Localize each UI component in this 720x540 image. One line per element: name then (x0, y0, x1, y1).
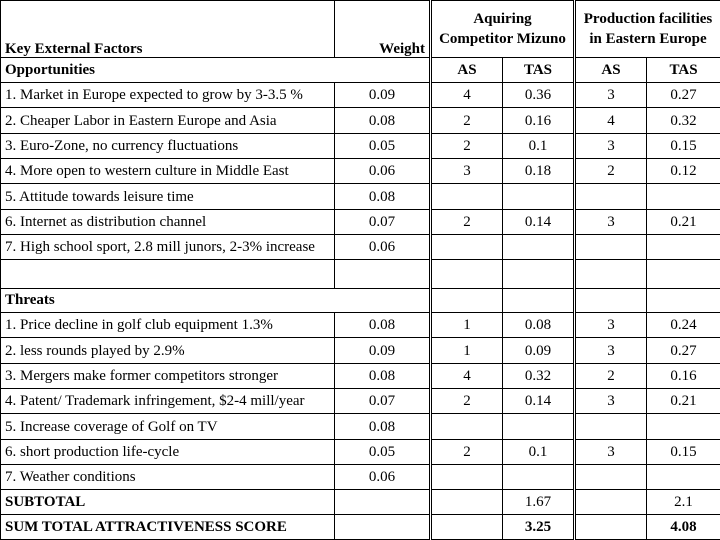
as1-cell: 4 (431, 83, 503, 108)
tas2-cell: 0.24 (647, 313, 720, 338)
as1-cell (431, 184, 503, 209)
table-row (1, 108, 720, 133)
factors-header: Key External Factors (1, 1, 335, 58)
empty-cell (647, 260, 720, 288)
as2-cell: 3 (575, 209, 647, 234)
empty-cell (431, 288, 503, 312)
tas2-cell (647, 465, 720, 490)
table-row (1, 83, 720, 108)
factor-cell: 1. Price decline in golf club equipment 1.3% (1, 313, 335, 338)
tas2-cell (647, 414, 720, 439)
tas2-cell: 0.15 (647, 133, 720, 158)
strategy1-header: Aquiring Competitor Mizuno (431, 1, 575, 58)
as2-cell: 4 (575, 108, 647, 133)
tas2-cell (647, 184, 720, 209)
threats-title: Threats (1, 288, 431, 312)
factor-cell: 5. Attitude towards leisure time (1, 184, 335, 209)
strategy2-header: Production facilities in Eastern Europe (575, 1, 720, 58)
table-row (1, 389, 720, 414)
weight-cell: 0.06 (335, 465, 431, 490)
tas1-cell: 0.14 (503, 389, 575, 414)
as1-cell (431, 465, 503, 490)
table-row (1, 338, 720, 363)
as2-cell: 3 (575, 83, 647, 108)
sumtotal-tas2: 4.08 (647, 514, 720, 539)
tas1-cell: 0.14 (503, 209, 575, 234)
as1-cell: 2 (431, 439, 503, 464)
tas2-cell (647, 235, 720, 260)
empty-cell (335, 260, 431, 288)
weight-cell: 0.07 (335, 209, 431, 234)
factor-cell: 6. Internet as distribution channel (1, 209, 335, 234)
tas1-cell: 0.1 (503, 439, 575, 464)
subtotal-label: SUBTOTAL (1, 490, 335, 514)
as1-cell: 1 (431, 338, 503, 363)
empty-cell (575, 514, 647, 539)
table-row (1, 184, 720, 209)
as1-cell (431, 235, 503, 260)
tas2-cell: 0.21 (647, 389, 720, 414)
tas1-cell (503, 184, 575, 209)
tas1-cell (503, 235, 575, 260)
weight-cell: 0.05 (335, 133, 431, 158)
as2-cell: 3 (575, 389, 647, 414)
as2-cell (575, 235, 647, 260)
tas2-cell: 0.16 (647, 363, 720, 388)
tas1-cell: 0.09 (503, 338, 575, 363)
as2-cell (575, 184, 647, 209)
table-row (1, 414, 720, 439)
sumtotal-row (1, 514, 720, 539)
factor-cell: 7. Weather conditions (1, 465, 335, 490)
factor-cell: 3. Mergers make former competitors stronger (1, 363, 335, 388)
weight-cell: 0.05 (335, 439, 431, 464)
weight-header: Weight (335, 1, 431, 58)
as1-cell: 2 (431, 133, 503, 158)
tas1-cell: 0.08 (503, 313, 575, 338)
as2-cell: 3 (575, 133, 647, 158)
tas1-cell (503, 465, 575, 490)
header-row (1, 1, 720, 58)
empty-cell (335, 514, 431, 539)
table-row (1, 159, 720, 184)
weight-cell: 0.08 (335, 313, 431, 338)
spacer-row (1, 260, 720, 288)
empty-cell (503, 288, 575, 312)
as2-cell (575, 414, 647, 439)
as2-cell: 3 (575, 439, 647, 464)
factor-cell: 1. Market in Europe expected to grow by 3-3.5 % (1, 83, 335, 108)
tas1-cell: 0.32 (503, 363, 575, 388)
tas2-cell: 0.27 (647, 83, 720, 108)
subtotal-tas1: 1.67 (503, 490, 575, 514)
as2-cell (575, 465, 647, 490)
as1-cell: 2 (431, 209, 503, 234)
as1-cell (431, 414, 503, 439)
table-row (1, 465, 720, 490)
weight-cell: 0.06 (335, 159, 431, 184)
opportunities-header-row (1, 57, 720, 82)
factor-cell: 6. short production life-cycle (1, 439, 335, 464)
factor-cell: 3. Euro-Zone, no currency fluctuations (1, 133, 335, 158)
weight-cell: 0.08 (335, 184, 431, 209)
factor-cell: 7. High school sport, 2.8 mill junors, 2-3% increase (1, 235, 335, 260)
as2-cell: 2 (575, 363, 647, 388)
table-row (1, 313, 720, 338)
factor-cell: 4. More open to western culture in Middle East (1, 159, 335, 184)
weight-cell: 0.07 (335, 389, 431, 414)
empty-cell (575, 490, 647, 514)
tas2-header: TAS (647, 57, 720, 82)
tas2-cell: 0.32 (647, 108, 720, 133)
empty-cell (335, 490, 431, 514)
as2-cell: 3 (575, 338, 647, 363)
factor-cell: 5. Increase coverage of Golf on TV (1, 414, 335, 439)
table-row (1, 363, 720, 388)
tas2-cell: 0.15 (647, 439, 720, 464)
tas1-header: TAS (503, 57, 575, 82)
opportunities-title: Opportunities (1, 57, 431, 82)
empty-cell (575, 260, 647, 288)
empty-cell (431, 514, 503, 539)
table-row (1, 235, 720, 260)
as1-cell: 2 (431, 389, 503, 414)
as2-cell: 2 (575, 159, 647, 184)
as1-header: AS (431, 57, 503, 82)
tas1-cell (503, 414, 575, 439)
tas1-cell: 0.36 (503, 83, 575, 108)
sumtotal-label: SUM TOTAL ATTRACTIVENESS SCORE (1, 514, 335, 539)
empty-cell (647, 288, 720, 312)
factor-cell: 4. Patent/ Trademark infringement, $2-4 mill/year (1, 389, 335, 414)
table-row (1, 439, 720, 464)
tas1-cell: 0.1 (503, 133, 575, 158)
as1-cell: 1 (431, 313, 503, 338)
empty-cell (1, 260, 335, 288)
as1-cell: 3 (431, 159, 503, 184)
empty-cell (431, 490, 503, 514)
factor-cell: 2. Cheaper Labor in Eastern Europe and Asia (1, 108, 335, 133)
as1-cell: 4 (431, 363, 503, 388)
subtotal-row (1, 490, 720, 514)
weight-cell: 0.08 (335, 363, 431, 388)
weight-cell: 0.08 (335, 108, 431, 133)
tas1-cell: 0.18 (503, 159, 575, 184)
weight-cell: 0.06 (335, 235, 431, 260)
table-row (1, 209, 720, 234)
tas2-cell: 0.21 (647, 209, 720, 234)
empty-cell (575, 288, 647, 312)
as2-cell: 3 (575, 313, 647, 338)
subtotal-tas2: 2.1 (647, 490, 720, 514)
weight-cell: 0.09 (335, 338, 431, 363)
factor-cell: 2. less rounds played by 2.9% (1, 338, 335, 363)
weight-cell: 0.09 (335, 83, 431, 108)
tas2-cell: 0.12 (647, 159, 720, 184)
tas2-cell: 0.27 (647, 338, 720, 363)
table-row (1, 133, 720, 158)
empty-cell (431, 260, 503, 288)
tas1-cell: 0.16 (503, 108, 575, 133)
as2-header: AS (575, 57, 647, 82)
sumtotal-tas1: 3.25 (503, 514, 575, 539)
threats-header-row (1, 288, 720, 312)
empty-cell (503, 260, 575, 288)
weight-cell: 0.08 (335, 414, 431, 439)
as1-cell: 2 (431, 108, 503, 133)
